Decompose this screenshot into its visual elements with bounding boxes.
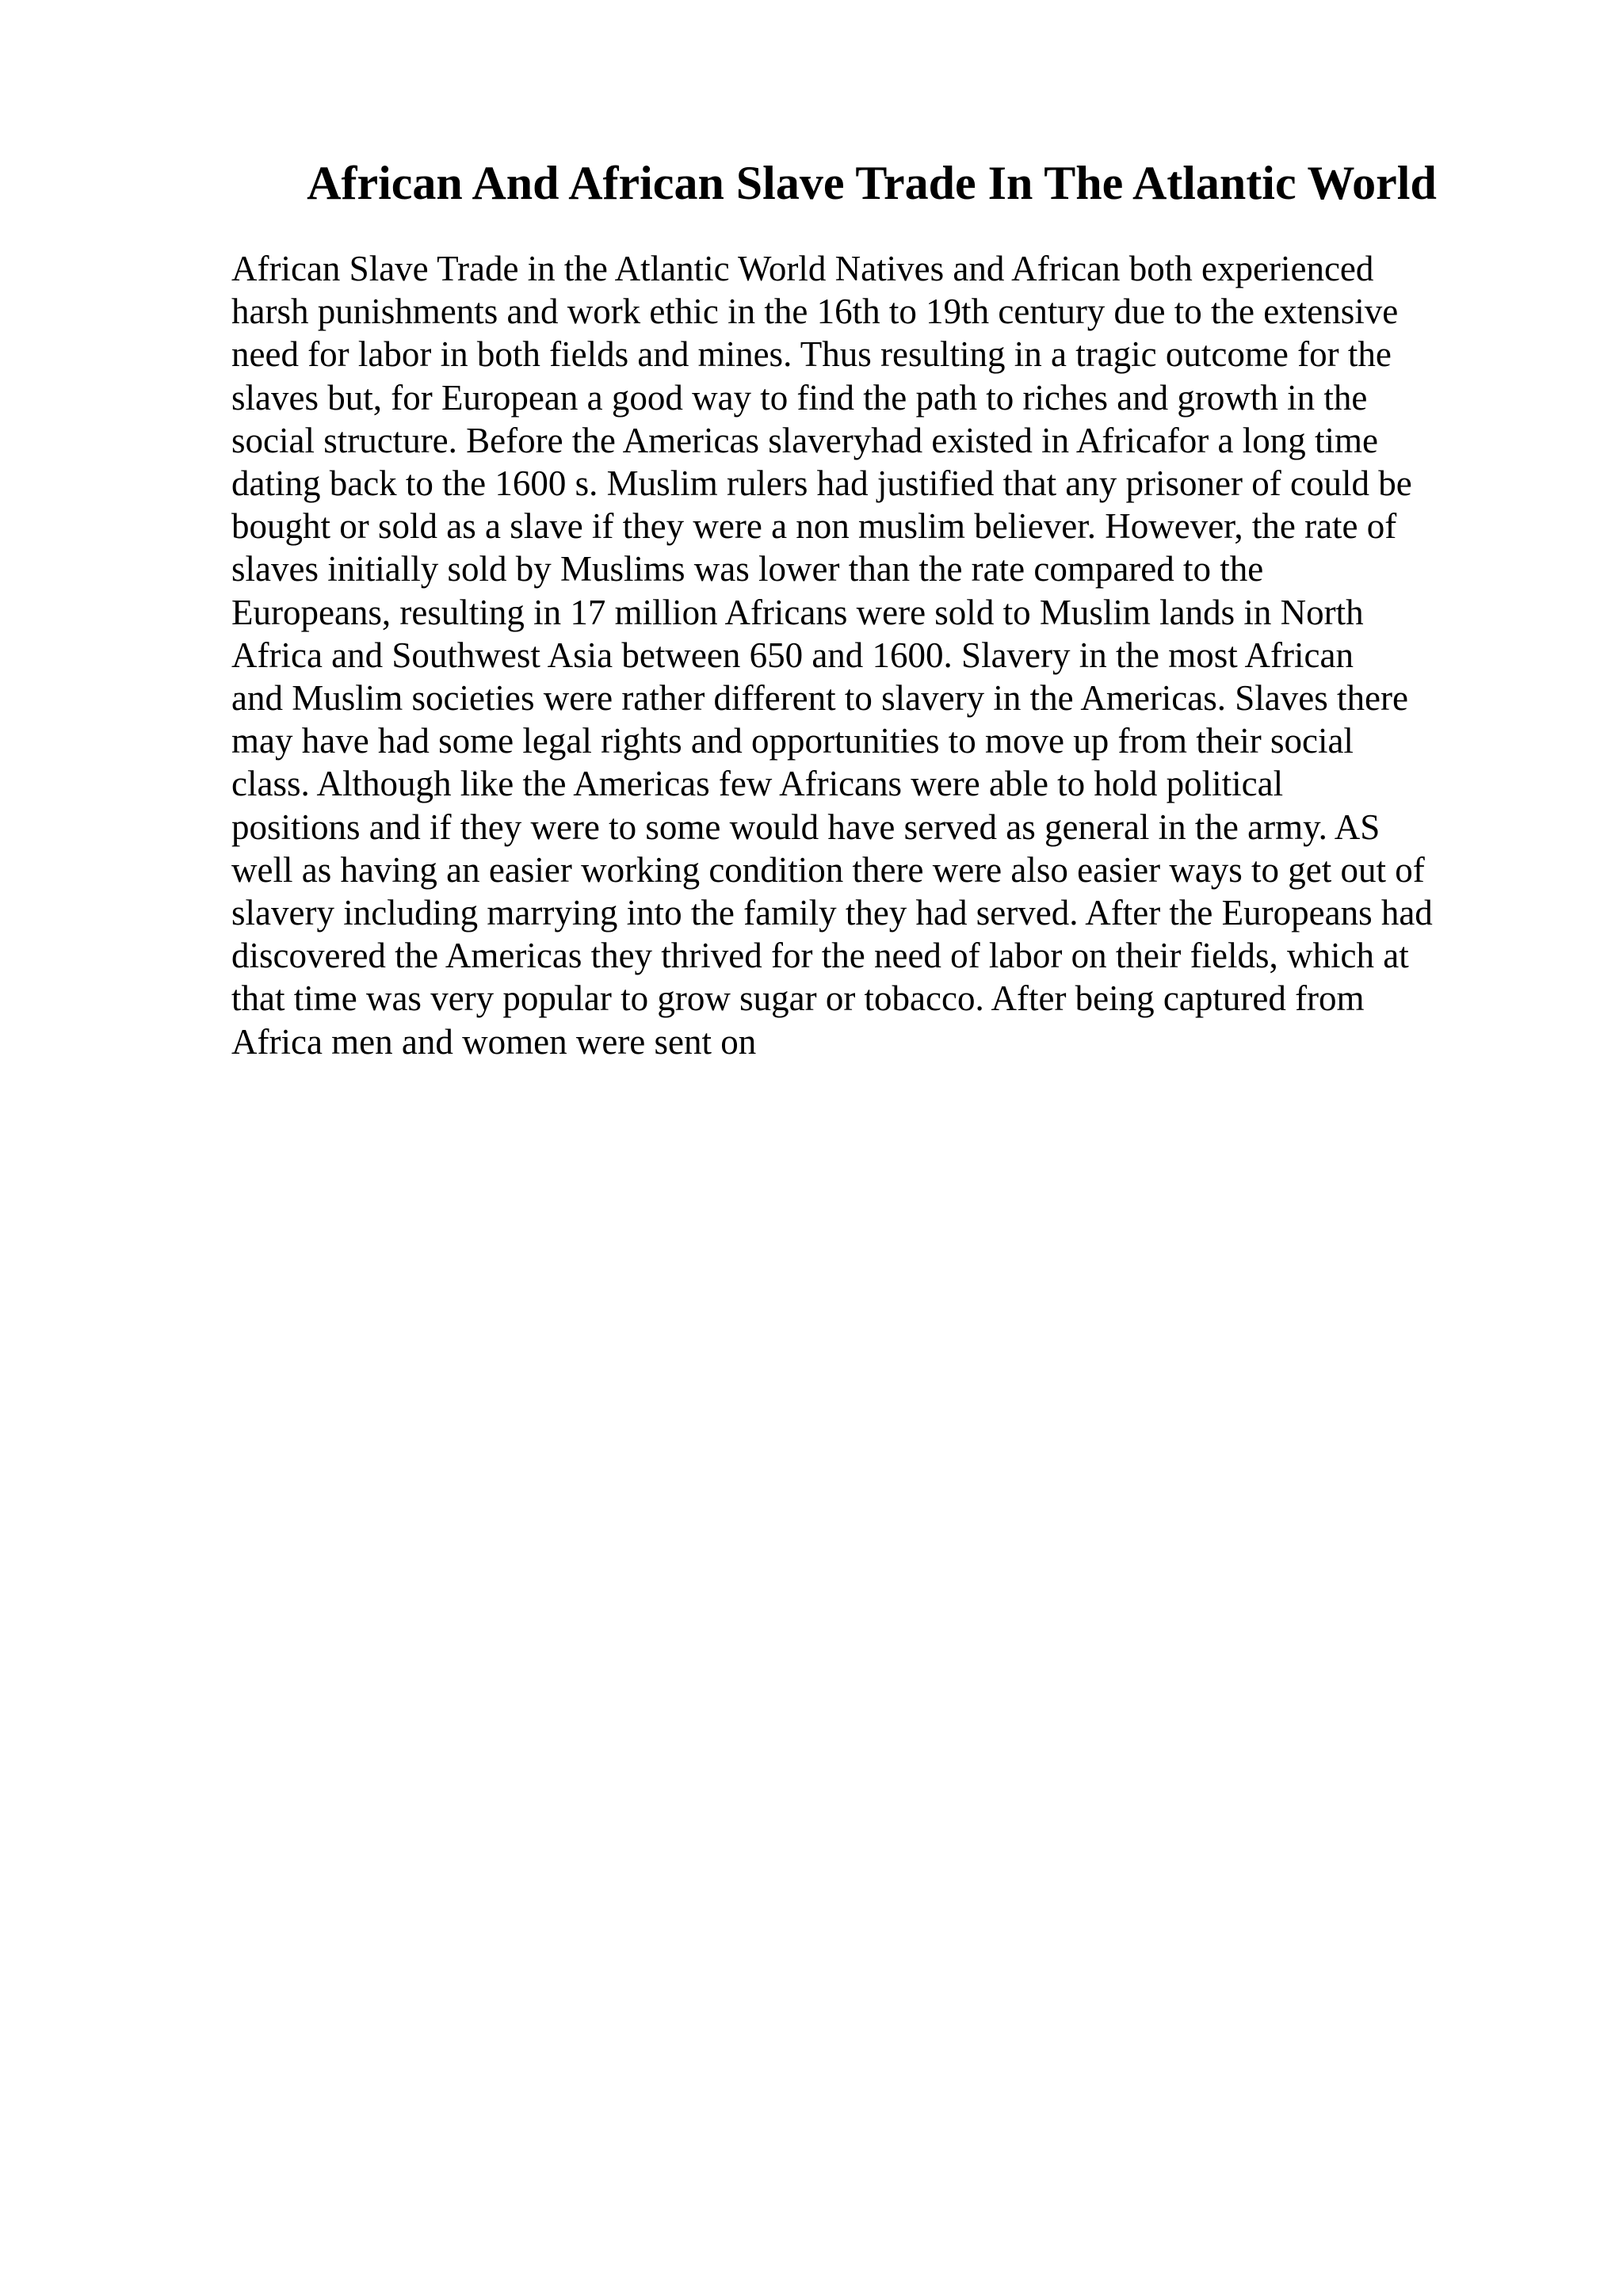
document-body bbox=[231, 247, 1484, 1063]
body-line: that time was very popular to grow sugar or tobacco. After being captured from bbox=[231, 978, 1365, 1019]
document-title: African And African Slave Trade In The Atlantic World bbox=[307, 157, 1437, 209]
body-line: harsh punishments and work ethic in the 16th to 19th century due to the extensive bbox=[231, 292, 1399, 332]
body-line: positions and if they were to some would have served as general in the army. AS bbox=[231, 807, 1381, 847]
body-line: bought or sold as a slave if they were a non muslim believer. However, the rate of bbox=[231, 506, 1397, 547]
body-line: Africa men and women were sent on bbox=[231, 1021, 757, 1062]
body-line: African Slave Trade in the Atlantic World Natives and African both experienced bbox=[231, 249, 1374, 288]
body-line: may have had some legal rights and opportunities to move up from their social bbox=[231, 721, 1354, 761]
body-line: need for labor in both fields and mines. Thus resulting in a tragic outcome for the bbox=[231, 334, 1392, 375]
body-line: class. Although like the Americas few Africans were able to hold political bbox=[231, 764, 1284, 804]
body-line: Europeans, resulting in 17 million Africans were sold to Muslim lands in North bbox=[231, 592, 1364, 632]
body-line: Africa and Southwest Asia between 650 and 1600. Slavery in the most African bbox=[231, 635, 1354, 675]
body-line: and Muslim societies were rather different to slavery in the Americas. Slaves there bbox=[231, 678, 1408, 719]
body-line: slaves initially sold by Muslims was lower than the rate compared to the bbox=[231, 549, 1264, 589]
body-line: social structure. Before the Americas slaveryhad existed in Africafor a long time bbox=[231, 420, 1378, 460]
body-line: discovered the Americas they thrived for the need of labor on their fields, which at bbox=[231, 936, 1409, 976]
body-line: slavery including marrying into the family they had served. After the Europeans had bbox=[231, 893, 1433, 933]
body-line: slaves but, for European a good way to find the path to riches and growth in the bbox=[231, 377, 1368, 418]
body-line: dating back to the 1600 s. Muslim rulers had justified that any prisoner of could be bbox=[231, 463, 1412, 504]
body-line: well as having an easier working condition there were also easier ways to get out of bbox=[231, 849, 1425, 890]
